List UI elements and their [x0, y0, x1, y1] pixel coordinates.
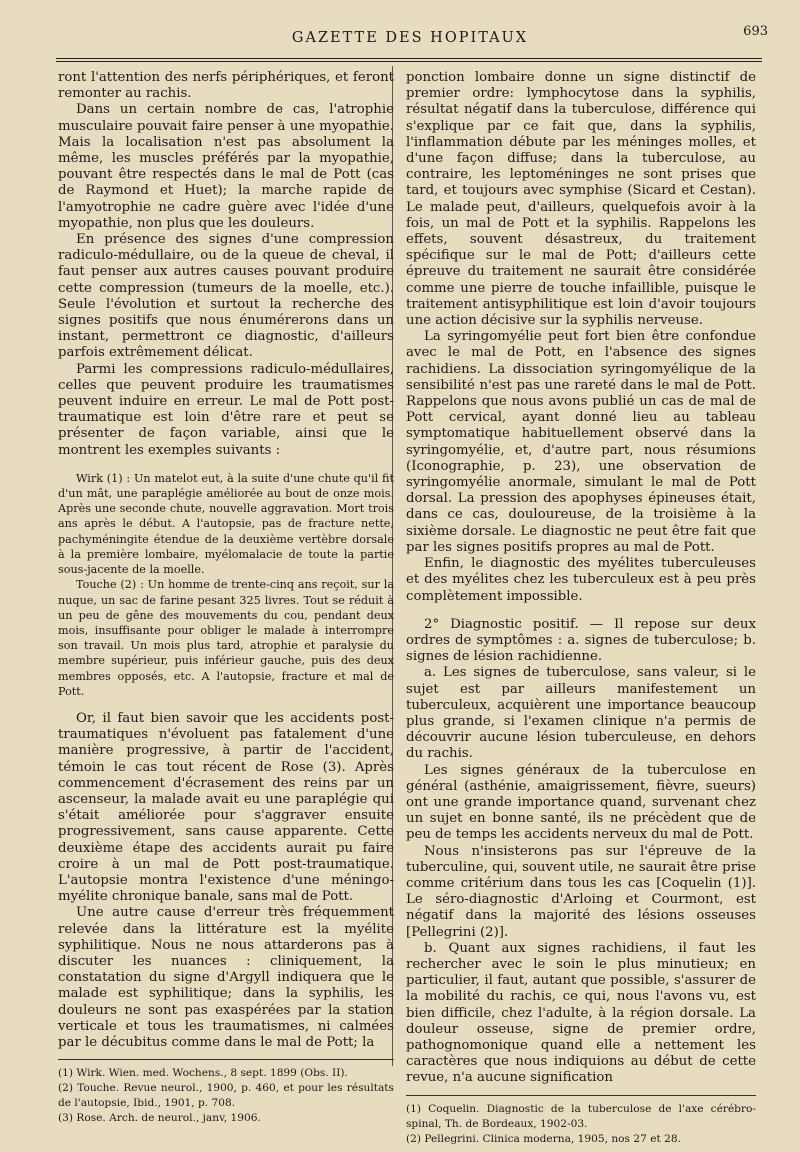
footnote: (2) Touche. Revue neurol., 1900, p. 460, et pour les résultats de l'autopsie, Ibid., 1901, p. 708. [58, 1082, 394, 1110]
case-summary-touche: Touche (2) : Un homme de trente-cinq ans reçoit, sur la nuque, un sac de farine pesant 325 livres. Tout se réduit à un peu de gêne des mouvements du cou, pendant deux mois, insuffisante pour obliger le malade à interrompre son travail. Un mois plus tard, atrophie et paralysie du membre supérieur, puis inférieur gauche, puis des deux membres opposés, etc. A l'autopsie, fracture et mal de Pott. [58, 578, 394, 698]
paragraph: La syringomyélie peut fort bien être confondue avec le mal de Pott, en l'absence des signes rachidiens. La dissociation syringomyélique de la sensibilité n'est pas une rareté dans le mal de Pott. Rappelons que nous avons publié un cas de mal de Pott cervical, ayant donné lieu au tableau symptomatique habituellement observé dans la syringomyélie, et, d'autre part, nous résumions (Iconographie, p. 23), une observation de syringomyélie anormale, simulant le mal de Pott dorsal. La pression des apophyses épineuses était, dans ce cas, douloureuse, de la troisième à la sixième dorsale. Le diagnostic ne peut être fait que par les signes positifs propres au mal de Pott. [406, 329, 756, 555]
footnote-rule [406, 1095, 756, 1096]
footnote: (1) Wirk. Wien. med. Wochens., 8 sept. 1899 (Obs. II). [58, 1067, 348, 1080]
paragraph: ront l'attention des nerfs périphériques, et feront remonter au rachis. [58, 70, 394, 102]
paragraph: a. Les signes de tuberculose, sans valeur, si le sujet est par ailleurs manifestement un tuberculeux, acquièrent une importance beaucoup plus grande, si l'examen clinique n'a permis de découvrir aucune lésion tuberculeuse, en dehors du rachis. [406, 665, 756, 762]
section-heading-paragraph: 2° Diagnostic positif. — Il repose sur deux ordres de symptômes : a. signes de tuberculose; b. signes de lésion rachidienne. [406, 616, 756, 665]
footnote: (1) Coquelin. Diagnostic de la tuberculose de l'axe cérébro-spinal, Th. de Bordeaux, 1902-03. [406, 1102, 756, 1130]
paragraph: Or, il faut bien savoir que les accidents post-traumatiques n'évoluent pas fatalement d'une manière progressive, à partir de l'accident, témoin le cas tout récent de Rose (3). Après commencement d'écrasement des reins par un ascenseur, la malade avait eu une paraplégie qui s'était améliorée pour s'aggraver ensuite progressivement, sans cause apparente. Cette deuxième étape des accidents aurait pu faire croire à un mal de Pott post-traumatique. L'autopsie montra l'existence d'une méningo-myélite chronique banale, sans mal de Pott. [58, 710, 394, 905]
journal-title: GAZETTE DES HOPITAUX [291, 30, 529, 46]
paragraph: Dans un certain nombre de cas, l'atrophie musculaire pouvait faire penser à une myopathie. Mais la localisation n'est pas absolument la même, les muscles préférés par la myopathie, pouvant être respectés dans le mal de Pott (cas de Raymond et Huet); la marche rapide de l'amyotrophie ne cadre guère avec l'idée d'une myopathie, non plus que les douleurs. [58, 102, 394, 231]
footnote: (2) Pellegrini. Clinica moderna, 1905, nos 27 et 28. [406, 1132, 681, 1145]
paragraph: Nous n'insisterons pas sur l'épreuve de la tuberculine, qui, souvent utile, ne saurait être prise comme critérium dans tous les cas [Coquelin (1)]. Le séro-diagnostic d'Arloing et Courmont, est négatif dans la majorité des lésions osseuses [Pellegrini (2)]. [406, 843, 756, 940]
paragraph: Parmi les compressions radiculo-médullaires, celles que peuvent produire les traumatismes peuvent induire en erreur. Le mal de Pott post-traumatique est loin d'être rare et peut se présenter de façon variable, ainsi que le montrent les exemples suivants : [58, 361, 394, 458]
paragraph: b. Quant aux signes rachidiens, il faut les rechercher avec le soin le plus minutieux; en particulier, il faut, autant que possible, s'assurer de la mobilité du rachis, ce qui, nous l'avons vu, est bien difficile, chez l'adulte, à la région dorsale. La douleur osseuse, signe de premier ordre, pathognomonique quand elle a nettement les caractères que nous indiquions au début de cette revue, n'a aucune signification [406, 940, 756, 1086]
footnote: (3) Rose. Arch. de neurol., janv, 1906. [58, 1112, 261, 1125]
running-header [60, 24, 768, 50]
header-rule [56, 58, 762, 62]
case-summary-wirk: Wirk (1) : Un matelot eut, à la suite d'une chute qu'il fit d'un mât, une paraplégie améliorée au bout de onze mois. Après une seconde chute, nouvelle aggravation. Mort trois ans après le début. A l'autopsie, pas de fracture nette, pachyméningite étendue de la deuxième vertèbre dorsale à la première lombaire, myélomalacie de toute la partie sous-jacente de la moelle. [58, 471, 394, 577]
paragraph: ponction lombaire donne un signe distinctif de premier ordre: lymphocytose dans la syphilis, résultat négatif dans la tuberculose, différence qui s'explique par ce fait que, dans la syphilis, l'inflammation débute par les méninges molles, et d'une façon diffuse; dans la tuberculose, au contraire, les leptoméninges ne sont prises que tard, et toujours avec symphise (Sicard et Cestan). Le malade peut, d'ailleurs, quelquefois avoir à la fois, un mal de Pott et la syphilis. Rappelons les effets, souvent désastreux, du traitement spécifique sur le mal de Pott; d'ailleurs cette épreuve du traitement ne saurait être considérée comme une pierre de touche infaillible, puisque le traitement antisyphilitique est loin d'avoir toujours une action décisive sur la syphilis nerveuse. [406, 70, 756, 329]
paragraph: Enfin, le diagnostic des myélites tuberculeuses et des myélites chez les tuberculeux est à peu près complètement impossible. [406, 556, 756, 604]
paragraph: Une autre cause d'erreur très fréquemment relevée dans la littérature est la myélite syphilitique. Nous ne nous attarderons pas à discuter les nuances : cliniquement, la constatation du signe d'Argyll indiquera que le malade est syphilitique; dans la syphilis, les douleurs ne sont pas exaspérées par la station verticale et tous les traumatismes, ni calmées par le décubitus comme dans le mal de Pott; la [58, 905, 394, 1050]
right-column [406, 70, 756, 1147]
paragraph: Les signes généraux de la tuberculose en général (asthénie, amaigrissement, fièvre, sueurs) ont une grande importance quand, survenant chez un sujet en bonne santé, ils ne précèdent que de peu de temps les accidents nerveux du mal de Pott. [406, 762, 756, 843]
paragraph: En présence des signes d'une compression radiculo-médullaire, ou de la queue de cheval, il faut penser aux autres causes pouvant produire cette compression (tumeurs de la moelle, etc.). Seule l'évolution et surtout la recherche des signes positifs que nous énumérerons dans un instant, permettront ce diagnostic, d'ailleurs parfois extrêmement délicat. [58, 232, 394, 361]
left-column [58, 70, 394, 1126]
footnote-rule [58, 1059, 394, 1060]
page-number: 693 [743, 24, 768, 39]
